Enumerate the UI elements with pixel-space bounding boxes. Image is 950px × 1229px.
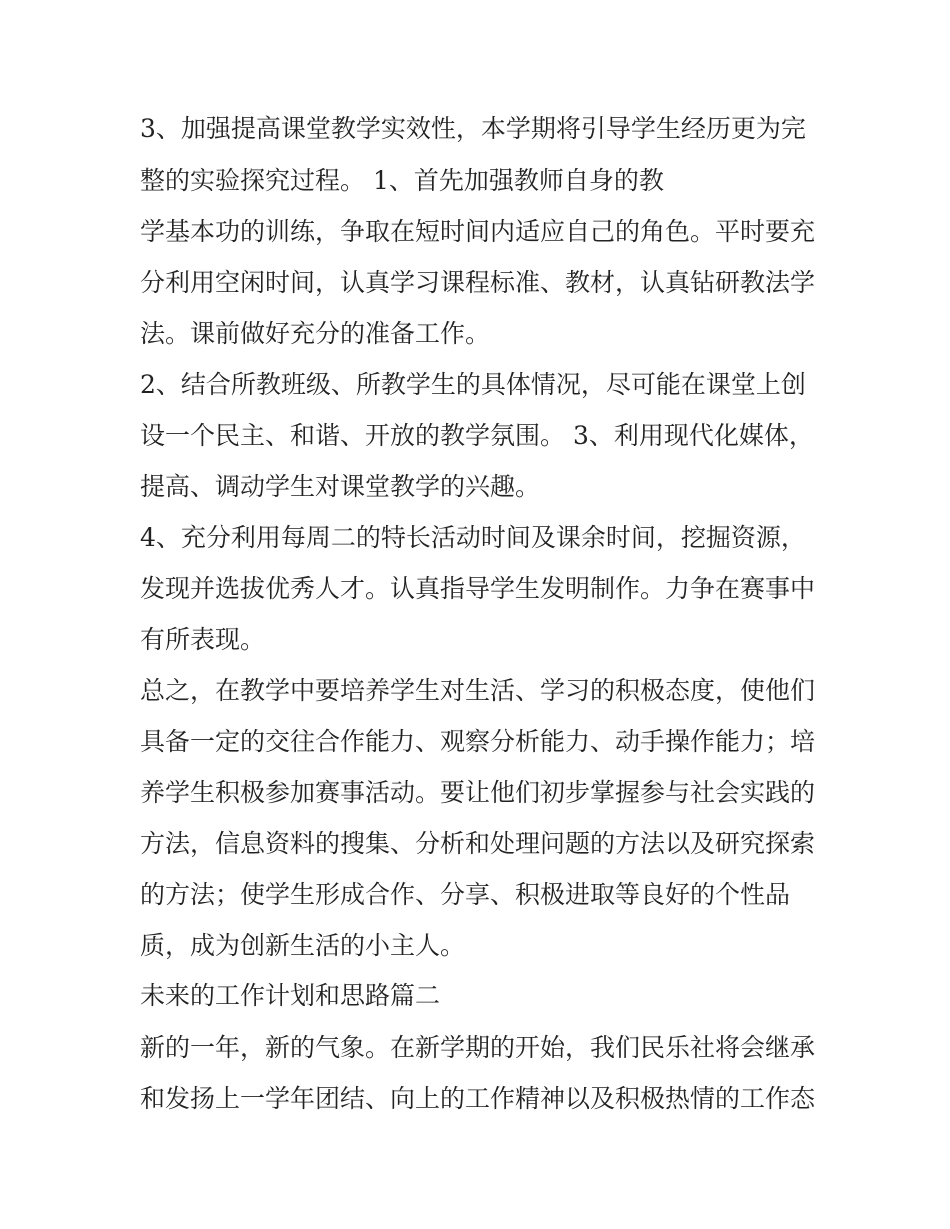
text-line: 质，成为创新生活的小主人。 [140,931,466,960]
text-line: 方法，信息资料的搜集、分析和处理问题的方法以及研究探索 [140,829,816,858]
text-line: 有所表现。 [140,625,266,654]
text-line: 3、加强提高课堂教学实效性，本学期将引导学生经历更为完 [140,114,806,143]
text-line: 总之，在教学中要培养学生对生活、学习的积极态度，使他们 [140,676,816,705]
text-line: 法。课前做好充分的准备工作。 [140,319,491,348]
text-line: 整的实验探究过程。 1、首先加强教师自身的教 [140,166,664,195]
text-line: 养学生积极参加赛事活动。要让他们初步掌握参与社会实践的 [140,778,816,807]
text-line: 设一个民主、和谐、开放的教学氛围。 3、利用现代化媒体， [140,421,814,450]
text-line: 4、充分利用每周二的特长活动时间及课余时间，挖掘资源， [140,523,806,552]
text-line: 分利用空闲时间，认真学习课程标准、教材，认真钻研教法学 [140,268,816,297]
text-line: 和发扬上一学年团结、向上的工作精神以及积极热情的工作态 [140,1084,816,1113]
text-line: 2、结合所教班级、所教学生的具体情况，尽可能在课堂上创 [140,370,806,399]
text-line: 具备一定的交往合作能力、观察分析能力、动手操作能力；培 [140,727,816,756]
text-line: 的方法；使学生形成合作、分享、积极进取等良好的个性品 [140,880,791,909]
text-line: 新的一年，新的气象。在新学期的开始，我们民乐社将会继承 [140,1033,816,1062]
text-line: 提高、调动学生对课堂教学的兴趣。 [140,472,541,501]
text-line: 学基本功的训练，争取在短时间内适应自己的角色。平时要充 [140,217,816,246]
section-heading: 未来的工作计划和思路篇二 [140,981,441,1010]
text-line: 发现并选拔优秀人才。认真指导学生发明制作。力争在赛事中 [140,574,816,603]
